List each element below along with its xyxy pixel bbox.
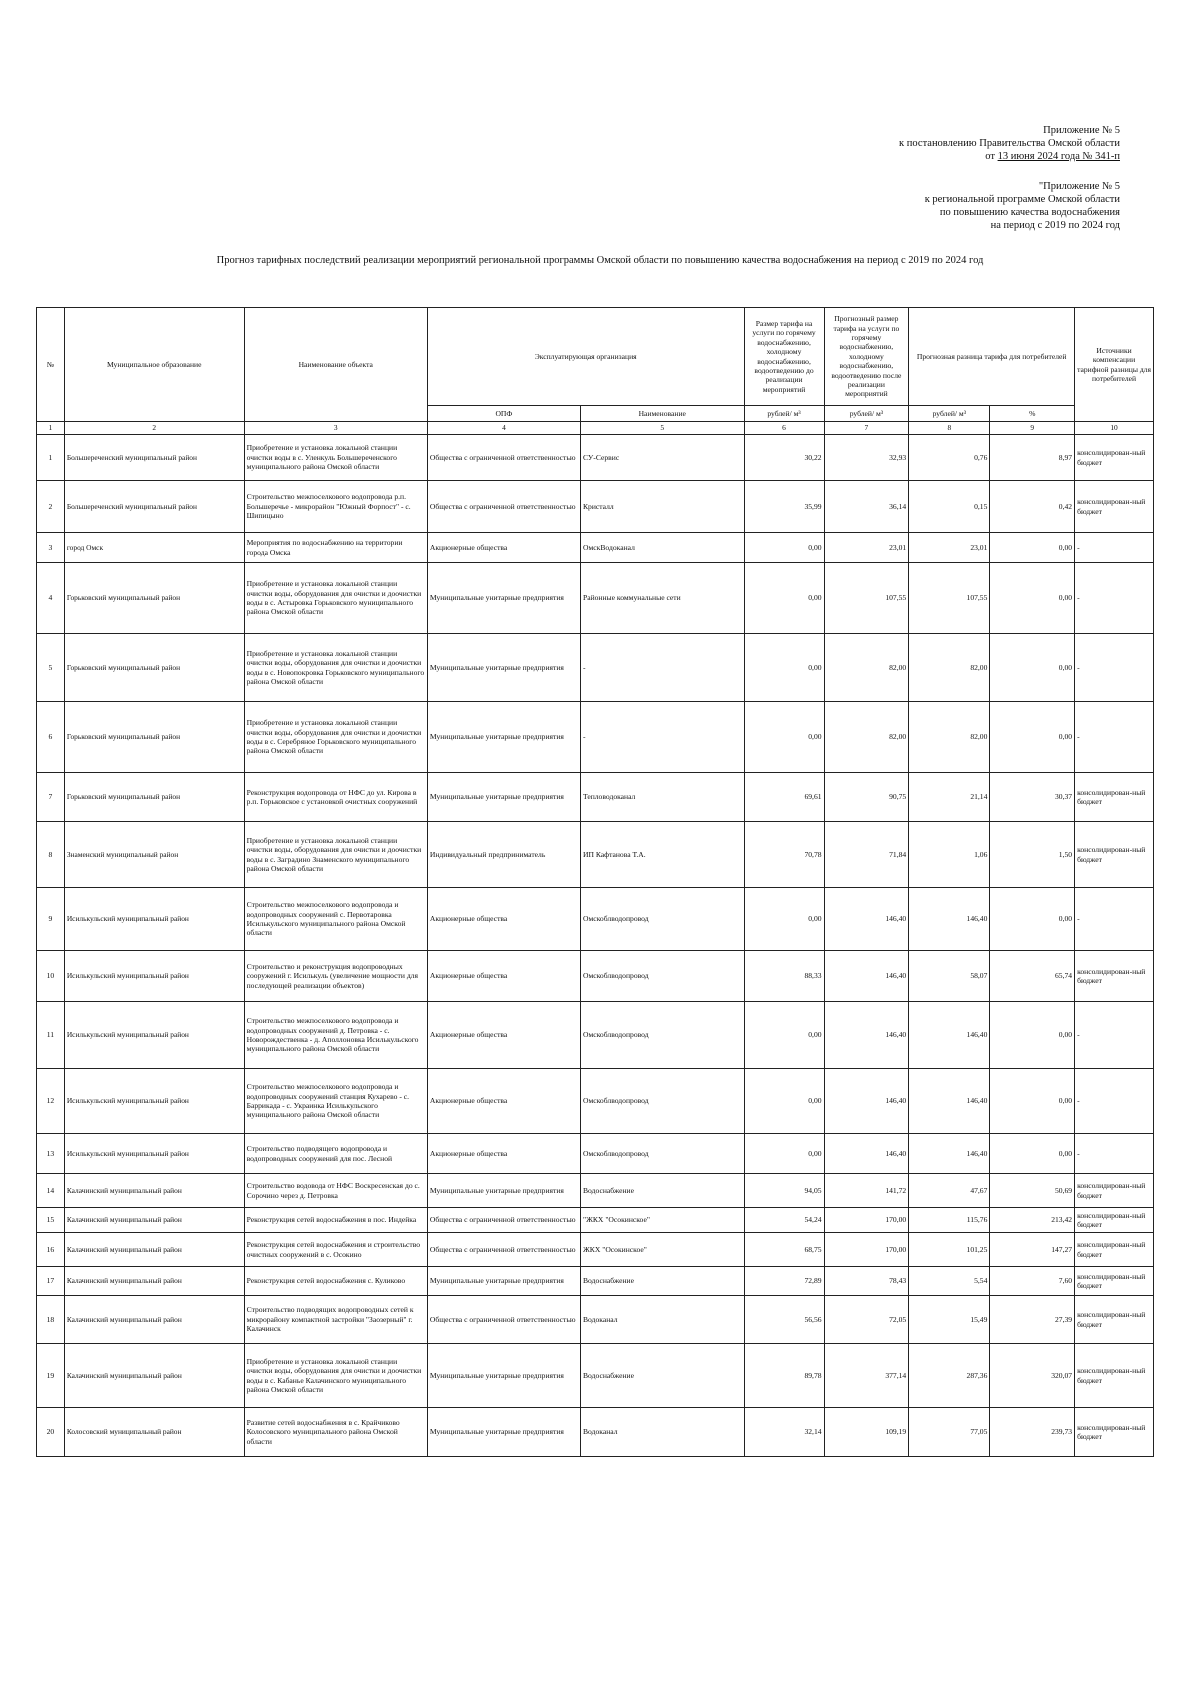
diff-pct-cell: 0,00 — [990, 888, 1075, 951]
organization-cell: ЖКХ "Осокинское" — [580, 1233, 744, 1267]
column-number: 1 — [37, 422, 65, 435]
object-cell: Приобретение и установка локальной станции очистки воды, оборудования для очистки и доочистки воды в с. Кабанье Калачинского муниципального района Омской области — [244, 1344, 427, 1408]
table-row — [37, 888, 1154, 951]
tariff-after-cell: 78,43 — [824, 1267, 909, 1296]
object-cell: Приобретение и установка локальной станции очистки воды, оборудования для очистки и доочистки воды в с. Серебряное Горьковского муниципального района Омской области — [244, 702, 427, 773]
organization-cell: - — [580, 634, 744, 702]
tariff-before-cell: 0,00 — [744, 1002, 824, 1069]
appendix-date-line — [899, 150, 1120, 163]
opf-cell: Муниципальные унитарные предприятия — [427, 563, 580, 634]
row-number: 15 — [37, 1208, 65, 1233]
source-cell: консолидирован-ный бюджет — [1075, 1296, 1154, 1344]
source-cell: консолидирован-ный бюджет — [1075, 1233, 1154, 1267]
tariff-forecast-table — [36, 307, 1154, 1457]
source-cell: консолидирован-ный бюджет — [1075, 435, 1154, 481]
object-cell: Строительство межпоселкового водопровода и водопроводных сооружений станция Кухарево - с. Баррикада - с. Украинка Исилькульского муниципального района Омской области — [244, 1069, 427, 1134]
diff-pct-cell: 30,37 — [990, 773, 1075, 822]
tariff-after-cell: 146,40 — [824, 951, 909, 1002]
diff-rub-cell: 146,40 — [909, 1069, 990, 1134]
tariff-after-cell: 90,75 — [824, 773, 909, 822]
tariff-before-cell: 0,00 — [744, 1134, 824, 1174]
row-number: 11 — [37, 1002, 65, 1069]
municipality-cell: Исилькульский муниципальный район — [64, 1002, 244, 1069]
diff-rub-cell: 287,36 — [909, 1344, 990, 1408]
municipality-cell: Большереченский муниципальный район — [64, 435, 244, 481]
source-cell: - — [1075, 563, 1154, 634]
source-cell: - — [1075, 1069, 1154, 1134]
diff-pct-cell: 7,60 — [990, 1267, 1075, 1296]
table-row — [37, 702, 1154, 773]
object-cell: Строительство межпоселкового водопровода р.п. Большеречье - микрорайон "Южный Форпост" - с. Шипицыно — [244, 481, 427, 533]
row-number: 19 — [37, 1344, 65, 1408]
table-row — [37, 563, 1154, 634]
source-cell: консолидирован-ный бюджет — [1075, 1267, 1154, 1296]
opf-cell: Муниципальные унитарные предприятия — [427, 1344, 580, 1408]
program-appendix-number: "Приложение № 5 — [1038, 181, 1120, 192]
table-row — [37, 1344, 1154, 1408]
opf-cell: Общества с ограниченной ответственностью — [427, 1208, 580, 1233]
municipality-cell: город Омск — [64, 533, 244, 563]
table-row — [37, 1296, 1154, 1344]
diff-rub-cell: 101,25 — [909, 1233, 990, 1267]
tariff-before-cell: 32,14 — [744, 1408, 824, 1457]
tariff-before-cell: 0,00 — [744, 563, 824, 634]
diff-pct-cell: 8,97 — [990, 435, 1075, 481]
column-number-row — [37, 422, 1154, 435]
municipality-cell: Колосовский муниципальный район — [64, 1408, 244, 1457]
opf-cell: Индивидуальный предприниматель — [427, 822, 580, 888]
diff-pct-cell: 0,00 — [990, 1069, 1075, 1134]
organization-cell: Кристалл — [580, 481, 744, 533]
object-cell: Приобретение и установка локальной станции очистки воды в с. Уленкуль Большереченского муниципального района Омской области — [244, 435, 427, 481]
row-number: 17 — [37, 1267, 65, 1296]
municipality-cell: Калачинский муниципальный район — [64, 1208, 244, 1233]
column-number: 4 — [427, 422, 580, 435]
object-cell: Развитие сетей водоснабжения в с. Крайчиково Колосовского муниципального района Омской области — [244, 1408, 427, 1457]
table-row — [37, 1408, 1154, 1457]
tariff-after-cell: 72,05 — [824, 1296, 909, 1344]
row-number: 9 — [37, 888, 65, 951]
object-cell: Строительство подводящего водопровода и водопроводных сооружений для пос. Лесной — [244, 1134, 427, 1174]
diff-rub-cell: 1,06 — [909, 822, 990, 888]
municipality-cell: Калачинский муниципальный район — [64, 1233, 244, 1267]
diff-rub-cell: 5,54 — [909, 1267, 990, 1296]
organization-cell: Омскоблводопровод — [580, 888, 744, 951]
diff-rub-cell: 58,07 — [909, 951, 990, 1002]
table-row — [37, 634, 1154, 702]
organization-cell: Омскоблводопровод — [580, 951, 744, 1002]
opf-cell: Общества с ограниченной ответственностью — [427, 435, 580, 481]
municipality-cell: Калачинский муниципальный район — [64, 1267, 244, 1296]
column-number: 6 — [744, 422, 824, 435]
tariff-after-cell: 146,40 — [824, 1134, 909, 1174]
tariff-before-cell: 70,78 — [744, 822, 824, 888]
source-cell: консолидирован-ный бюджет — [1075, 1208, 1154, 1233]
row-number: 16 — [37, 1233, 65, 1267]
diff-pct-cell: 0,00 — [990, 533, 1075, 563]
row-number: 6 — [37, 702, 65, 773]
column-number: 8 — [909, 422, 990, 435]
opf-cell: Общества с ограниченной ответственностью — [427, 481, 580, 533]
municipality-cell: Знаменский муниципальный район — [64, 822, 244, 888]
diff-rub-cell: 82,00 — [909, 702, 990, 773]
row-number: 13 — [37, 1134, 65, 1174]
opf-cell: Муниципальные унитарные предприятия — [427, 1408, 580, 1457]
tariff-before-cell: 0,00 — [744, 702, 824, 773]
row-number: 1 — [37, 435, 65, 481]
diff-pct-cell: 0,00 — [990, 634, 1075, 702]
source-cell: - — [1075, 888, 1154, 951]
row-number: 7 — [37, 773, 65, 822]
tariff-after-cell: 82,00 — [824, 702, 909, 773]
tariff-after-cell: 141,72 — [824, 1174, 909, 1208]
organization-cell: Тепловодоканал — [580, 773, 744, 822]
organization-cell: СУ-Сервис — [580, 435, 744, 481]
organization-cell: ОмскВодоканал — [580, 533, 744, 563]
table-body — [37, 435, 1154, 1457]
date-prefix: от — [985, 151, 998, 162]
source-cell: консолидирован-ный бюджет — [1075, 1174, 1154, 1208]
opf-cell: Акционерные общества — [427, 888, 580, 951]
municipality-cell: Исилькульский муниципальный район — [64, 951, 244, 1002]
source-cell: - — [1075, 702, 1154, 773]
header-org-name: Наименование — [580, 406, 744, 422]
table-row — [37, 1069, 1154, 1134]
object-cell: Строительство водовода от НФС Воскресенская до с. Сорочино через д. Петровка — [244, 1174, 427, 1208]
row-number: 10 — [37, 951, 65, 1002]
table-row — [37, 435, 1154, 481]
table-row — [37, 773, 1154, 822]
opf-cell: Общества с ограниченной ответственностью — [427, 1233, 580, 1267]
header-unit-pct: % — [990, 406, 1075, 422]
column-number: 9 — [990, 422, 1075, 435]
tariff-before-cell: 56,56 — [744, 1296, 824, 1344]
source-cell: консолидирован-ный бюджет — [1075, 1344, 1154, 1408]
municipality-cell: Горьковский муниципальный район — [64, 634, 244, 702]
municipality-cell: Горьковский муниципальный район — [64, 702, 244, 773]
header-object: Наименование объекта — [244, 308, 427, 422]
tariff-before-cell: 94,05 — [744, 1174, 824, 1208]
diff-pct-cell: 1,50 — [990, 822, 1075, 888]
tariff-before-cell: 68,75 — [744, 1233, 824, 1267]
source-cell: консолидирован-ный бюджет — [1075, 1408, 1154, 1457]
header-tariff-after: Прогнозный размер тарифа на услуги по горячему водоснабжению, холодному водоснабжению, водоотведению после реализации мероприятий — [824, 308, 909, 406]
row-number: 14 — [37, 1174, 65, 1208]
diff-pct-cell: 0,00 — [990, 1134, 1075, 1174]
diff-rub-cell: 21,14 — [909, 773, 990, 822]
table-row — [37, 1208, 1154, 1233]
table-row — [37, 1233, 1154, 1267]
header-unit-diff: рублей/ м³ — [909, 406, 990, 422]
tariff-after-cell: 36,14 — [824, 481, 909, 533]
municipality-cell: Исилькульский муниципальный район — [64, 1134, 244, 1174]
column-number: 10 — [1075, 422, 1154, 435]
source-cell: консолидирован-ный бюджет — [1075, 773, 1154, 822]
diff-rub-cell: 115,76 — [909, 1208, 990, 1233]
table-row — [37, 533, 1154, 563]
opf-cell: Акционерные общества — [427, 1134, 580, 1174]
decree-date: 13 июня 2024 года № 341-п — [997, 151, 1120, 162]
organization-cell: Омскоблводопровод — [580, 1134, 744, 1174]
column-number: 7 — [824, 422, 909, 435]
diff-pct-cell: 239,73 — [990, 1408, 1075, 1457]
row-number: 18 — [37, 1296, 65, 1344]
object-cell: Реконструкция сетей водоснабжения в пос. Индейка — [244, 1208, 427, 1233]
tariff-before-cell: 30,22 — [744, 435, 824, 481]
object-cell: Строительство межпоселкового водопровода и водопроводных сооружений с. Первотаровка Исилькульского муниципального района Омской области — [244, 888, 427, 951]
header-unit-before: рублей/ м³ — [744, 406, 824, 422]
column-number: 5 — [580, 422, 744, 435]
organization-cell: Водоснабжение — [580, 1174, 744, 1208]
diff-pct-cell: 0,00 — [990, 563, 1075, 634]
tariff-before-cell: 0,00 — [744, 1069, 824, 1134]
tariff-after-cell: 23,01 — [824, 533, 909, 563]
municipality-cell: Большереченский муниципальный район — [64, 481, 244, 533]
tariff-after-cell: 146,40 — [824, 888, 909, 951]
appendix-decree: к постановлению Правительства Омской области — [899, 138, 1120, 149]
tariff-before-cell: 54,24 — [744, 1208, 824, 1233]
header-operator: Эксплуатирующая организация — [427, 308, 744, 406]
diff-pct-cell: 213,42 — [990, 1208, 1075, 1233]
diff-rub-cell: 0,15 — [909, 481, 990, 533]
header-source: Источники компенсации тарифной разницы для потребителей — [1075, 308, 1154, 422]
opf-cell: Муниципальные унитарные предприятия — [427, 634, 580, 702]
diff-pct-cell: 27,39 — [990, 1296, 1075, 1344]
table-row — [37, 1267, 1154, 1296]
diff-rub-cell: 15,49 — [909, 1296, 990, 1344]
row-number: 20 — [37, 1408, 65, 1457]
municipality-cell: Исилькульский муниципальный район — [64, 1069, 244, 1134]
diff-pct-cell: 0,42 — [990, 481, 1075, 533]
tariff-before-cell: 69,61 — [744, 773, 824, 822]
header-num: № — [37, 308, 65, 422]
opf-cell: Муниципальные унитарные предприятия — [427, 1174, 580, 1208]
municipality-cell: Горьковский муниципальный район — [64, 563, 244, 634]
row-number: 4 — [37, 563, 65, 634]
organization-cell: ИП Кафтанова Т.А. — [580, 822, 744, 888]
tariff-after-cell: 107,55 — [824, 563, 909, 634]
organization-cell: "ЖКХ "Осокинское" — [580, 1208, 744, 1233]
diff-pct-cell: 50,69 — [990, 1174, 1075, 1208]
table-row — [37, 951, 1154, 1002]
source-cell: - — [1075, 1134, 1154, 1174]
organization-cell: Омскоблводопровод — [580, 1002, 744, 1069]
tariff-before-cell: 0,00 — [744, 634, 824, 702]
row-number: 8 — [37, 822, 65, 888]
appendix-reference — [899, 124, 1120, 163]
source-cell: консолидирован-ный бюджет — [1075, 951, 1154, 1002]
tariff-after-cell: 32,93 — [824, 435, 909, 481]
header-unit-after: рублей/ м³ — [824, 406, 909, 422]
diff-pct-cell: 0,00 — [990, 702, 1075, 773]
organization-cell: - — [580, 702, 744, 773]
municipality-cell: Горьковский муниципальный район — [64, 773, 244, 822]
program-name-line2: по повышению качества водоснабжения — [939, 207, 1120, 218]
source-cell: - — [1075, 1002, 1154, 1069]
header-opf: ОПФ — [427, 406, 580, 422]
table-row — [37, 481, 1154, 533]
table-row — [37, 1002, 1154, 1069]
municipality-cell: Калачинский муниципальный район — [64, 1344, 244, 1408]
source-cell: консолидирован-ный бюджет — [1075, 481, 1154, 533]
appendix-number: Приложение № 5 — [1043, 125, 1120, 136]
object-cell: Мероприятия по водоснабжению на территории города Омска — [244, 533, 427, 563]
diff-rub-cell: 146,40 — [909, 1134, 990, 1174]
object-cell: Приобретение и установка локальной станции очистки воды, оборудования для очистки и доочистки воды в с. Астыровка Горьковского муниципального района Омской области — [244, 563, 427, 634]
diff-pct-cell: 147,27 — [990, 1233, 1075, 1267]
object-cell: Реконструкция водопровода от НФС до ул. Кирова в р.п. Горьковское с установкой очистных сооружений — [244, 773, 427, 822]
source-cell: консолидирован-ный бюджет — [1075, 822, 1154, 888]
municipality-cell: Калачинский муниципальный район — [64, 1174, 244, 1208]
document-title: Прогноз тарифных последствий реализации мероприятий региональной программы Омской области по повышению качества водоснабжения на период с 2019 по 2024 год — [216, 255, 984, 266]
organization-cell: Омскоблводопровод — [580, 1069, 744, 1134]
tariff-before-cell: 89,78 — [744, 1344, 824, 1408]
object-cell: Строительство подводящих водопроводных сетей к микрорайону компактной застройки "Заозерный" г. Калачинск — [244, 1296, 427, 1344]
tariff-after-cell: 146,40 — [824, 1069, 909, 1134]
opf-cell: Акционерные общества — [427, 951, 580, 1002]
opf-cell: Муниципальные унитарные предприятия — [427, 773, 580, 822]
diff-rub-cell: 146,40 — [909, 1002, 990, 1069]
diff-rub-cell: 107,55 — [909, 563, 990, 634]
program-period: на период с 2019 по 2024 год — [990, 220, 1120, 231]
diff-pct-cell: 65,74 — [990, 951, 1075, 1002]
diff-rub-cell: 146,40 — [909, 888, 990, 951]
tariff-after-cell: 170,00 — [824, 1208, 909, 1233]
source-cell: - — [1075, 533, 1154, 563]
row-number: 3 — [37, 533, 65, 563]
row-number: 12 — [37, 1069, 65, 1134]
opf-cell: Акционерные общества — [427, 1069, 580, 1134]
diff-rub-cell: 77,05 — [909, 1408, 990, 1457]
opf-cell: Муниципальные унитарные предприятия — [427, 702, 580, 773]
diff-rub-cell: 82,00 — [909, 634, 990, 702]
opf-cell: Общества с ограниченной ответственностью — [427, 1296, 580, 1344]
tariff-after-cell: 146,40 — [824, 1002, 909, 1069]
opf-cell: Акционерные общества — [427, 533, 580, 563]
table-row — [37, 1134, 1154, 1174]
tariff-after-cell: 109,19 — [824, 1408, 909, 1457]
municipality-cell: Калачинский муниципальный район — [64, 1296, 244, 1344]
diff-pct-cell: 0,00 — [990, 1002, 1075, 1069]
program-reference — [925, 180, 1120, 232]
object-cell: Приобретение и установка локальной станции очистки воды, оборудования для очистки и доочистки воды в с. Новопокровка Горьковского муниципального района Омской области — [244, 634, 427, 702]
object-cell: Реконструкция сетей водоснабжения и строительство очистных сооружений в с. Осокино — [244, 1233, 427, 1267]
program-name-line1: к региональной программе Омской области — [924, 194, 1120, 205]
tariff-after-cell: 377,14 — [824, 1344, 909, 1408]
diff-pct-cell: 320,07 — [990, 1344, 1075, 1408]
organization-cell: Водоканал — [580, 1408, 744, 1457]
object-cell: Приобретение и установка локальной станции очистки воды, оборудования для очистки и доочистки воды в с. Заградино Знаменского муниципального района Омской области — [244, 822, 427, 888]
organization-cell: Районные коммунальные сети — [580, 563, 744, 634]
tariff-after-cell: 170,00 — [824, 1233, 909, 1267]
diff-rub-cell: 47,67 — [909, 1174, 990, 1208]
tariff-after-cell: 82,00 — [824, 634, 909, 702]
tariff-before-cell: 72,89 — [744, 1267, 824, 1296]
header-municipality: Муниципальное образование — [64, 308, 244, 422]
opf-cell: Акционерные общества — [427, 1002, 580, 1069]
tariff-before-cell: 0,00 — [744, 888, 824, 951]
organization-cell: Водоснабжение — [580, 1344, 744, 1408]
diff-rub-cell: 0,76 — [909, 435, 990, 481]
row-number: 5 — [37, 634, 65, 702]
object-cell: Строительство и реконструкция водопроводных сооружений г. Исилькуль (увеличение мощности для последующей реализации объектов) — [244, 951, 427, 1002]
tariff-before-cell: 88,33 — [744, 951, 824, 1002]
header-row — [37, 308, 1154, 406]
column-number: 2 — [64, 422, 244, 435]
row-number: 2 — [37, 481, 65, 533]
header-tariff-before: Размер тарифа на услуги по горячему водоснабжению, холодному водоснабжению, водоотведению до реализации мероприятий — [744, 308, 824, 406]
table-row — [37, 1174, 1154, 1208]
diff-rub-cell: 23,01 — [909, 533, 990, 563]
table-row — [37, 822, 1154, 888]
organization-cell: Водоснабжение — [580, 1267, 744, 1296]
object-cell: Строительство межпоселкового водопровода и водопроводных сооружений д. Петровка - с. Новорождественка - д. Аполлоновка Исилькульского муниципального района Омской области — [244, 1002, 427, 1069]
tariff-after-cell: 71,84 — [824, 822, 909, 888]
opf-cell: Муниципальные унитарные предприятия — [427, 1267, 580, 1296]
column-number: 3 — [244, 422, 427, 435]
source-cell: - — [1075, 634, 1154, 702]
municipality-cell: Исилькульский муниципальный район — [64, 888, 244, 951]
header-tariff-diff: Прогнозная разница тарифа для потребителей — [909, 308, 1075, 406]
object-cell: Реконструкция сетей водоснабжения с. Куликово — [244, 1267, 427, 1296]
tariff-before-cell: 35,99 — [744, 481, 824, 533]
organization-cell: Водоканал — [580, 1296, 744, 1344]
tariff-before-cell: 0,00 — [744, 533, 824, 563]
